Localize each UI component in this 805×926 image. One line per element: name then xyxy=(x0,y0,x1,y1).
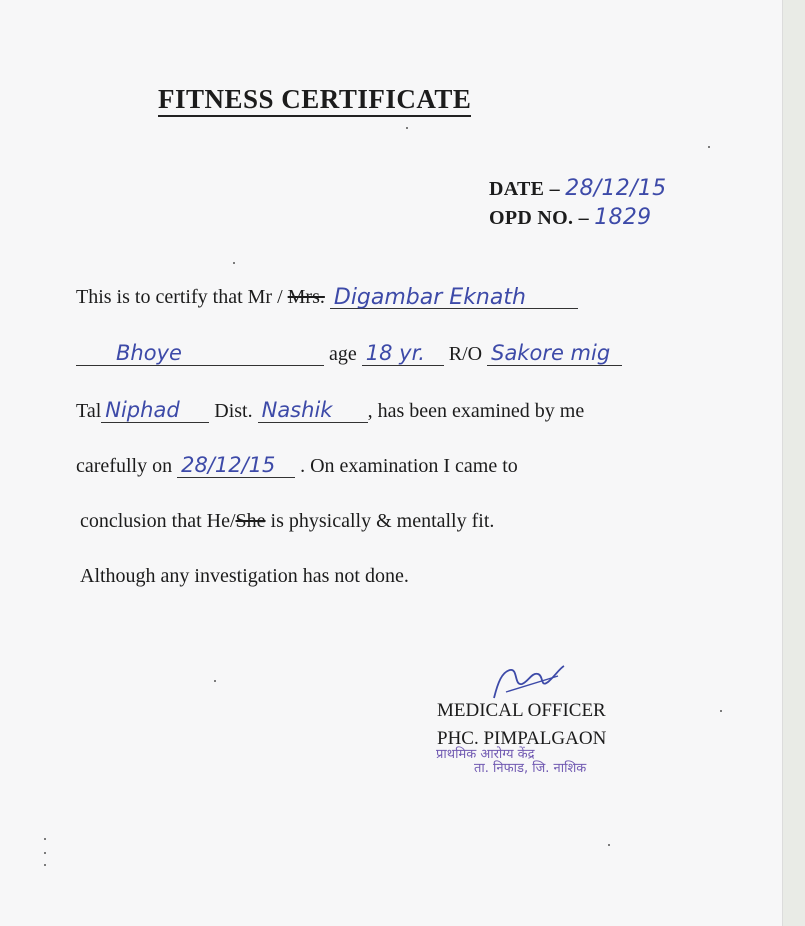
line1-prefix: This is to certify that Mr / xyxy=(76,286,283,308)
tal-label: Tal xyxy=(76,400,102,422)
body-line-3 xyxy=(76,400,584,423)
body-line-6: Although any investigation has not done. xyxy=(80,565,409,587)
body-line-2 xyxy=(76,343,622,366)
date-row xyxy=(489,176,666,201)
date-value: 28/12/15 xyxy=(565,176,667,201)
tal-blank xyxy=(101,400,209,423)
body-line-4 xyxy=(76,455,518,478)
body-line-5 xyxy=(80,510,494,533)
name-first-blank xyxy=(330,286,578,309)
line5-struck-she: She xyxy=(235,510,266,532)
name-first-value: Digambar Eknath xyxy=(333,285,526,310)
certificate-title: FITNESS CERTIFICATE xyxy=(158,84,471,117)
ro-value: Sakore mig xyxy=(491,341,611,365)
dist-value: Nashik xyxy=(261,398,333,422)
scan-speck xyxy=(44,838,46,840)
line5-suffix: is physically & mentally fit. xyxy=(270,510,495,532)
dist-blank xyxy=(258,400,368,423)
scan-speck xyxy=(214,680,216,682)
line3-suffix: , has been examined by me xyxy=(367,400,585,422)
age-label: age xyxy=(329,343,357,365)
name-last-value: Bhoye xyxy=(116,341,182,365)
officer-place: PHC. PIMPALGAON xyxy=(437,728,607,749)
dist-label: Dist. xyxy=(214,400,253,422)
body-line-1 xyxy=(76,286,578,309)
officer-signature xyxy=(488,662,568,704)
scan-speck xyxy=(406,127,408,129)
officer-title: MEDICAL OFFICER xyxy=(437,700,606,721)
line4-suffix: . On examination I came to xyxy=(300,455,518,477)
age-value: 18 yr. xyxy=(365,341,425,365)
tal-value: Niphad xyxy=(105,398,180,422)
scan-speck xyxy=(708,146,710,148)
opd-value: 1829 xyxy=(594,205,652,230)
ro-label: R/O xyxy=(448,343,483,365)
scan-speck xyxy=(44,864,46,866)
age-blank xyxy=(362,343,444,366)
opd-label: OPD NO. – xyxy=(489,207,589,229)
scan-speck xyxy=(233,262,235,264)
paper-edge xyxy=(782,0,805,926)
stamp-line-2: ता. निफाड, जि. नाशिक xyxy=(474,761,587,776)
ro-blank xyxy=(487,343,622,366)
scan-speck xyxy=(44,852,46,854)
line4-prefix: carefully on xyxy=(76,455,173,477)
name-last-blank xyxy=(76,343,324,366)
scan-speck xyxy=(720,710,722,712)
stamp-line-1: प्राथमिक आरोग्य केंद्र xyxy=(436,747,535,762)
date-label: DATE – xyxy=(489,178,560,200)
line5-prefix: conclusion that He/ xyxy=(80,510,236,532)
exam-date-blank xyxy=(177,455,295,478)
line1-struck-mrs: Mrs. xyxy=(287,286,325,308)
opd-row xyxy=(489,205,651,230)
exam-date-value: 28/12/15 xyxy=(181,453,276,477)
scan-speck xyxy=(608,844,610,846)
